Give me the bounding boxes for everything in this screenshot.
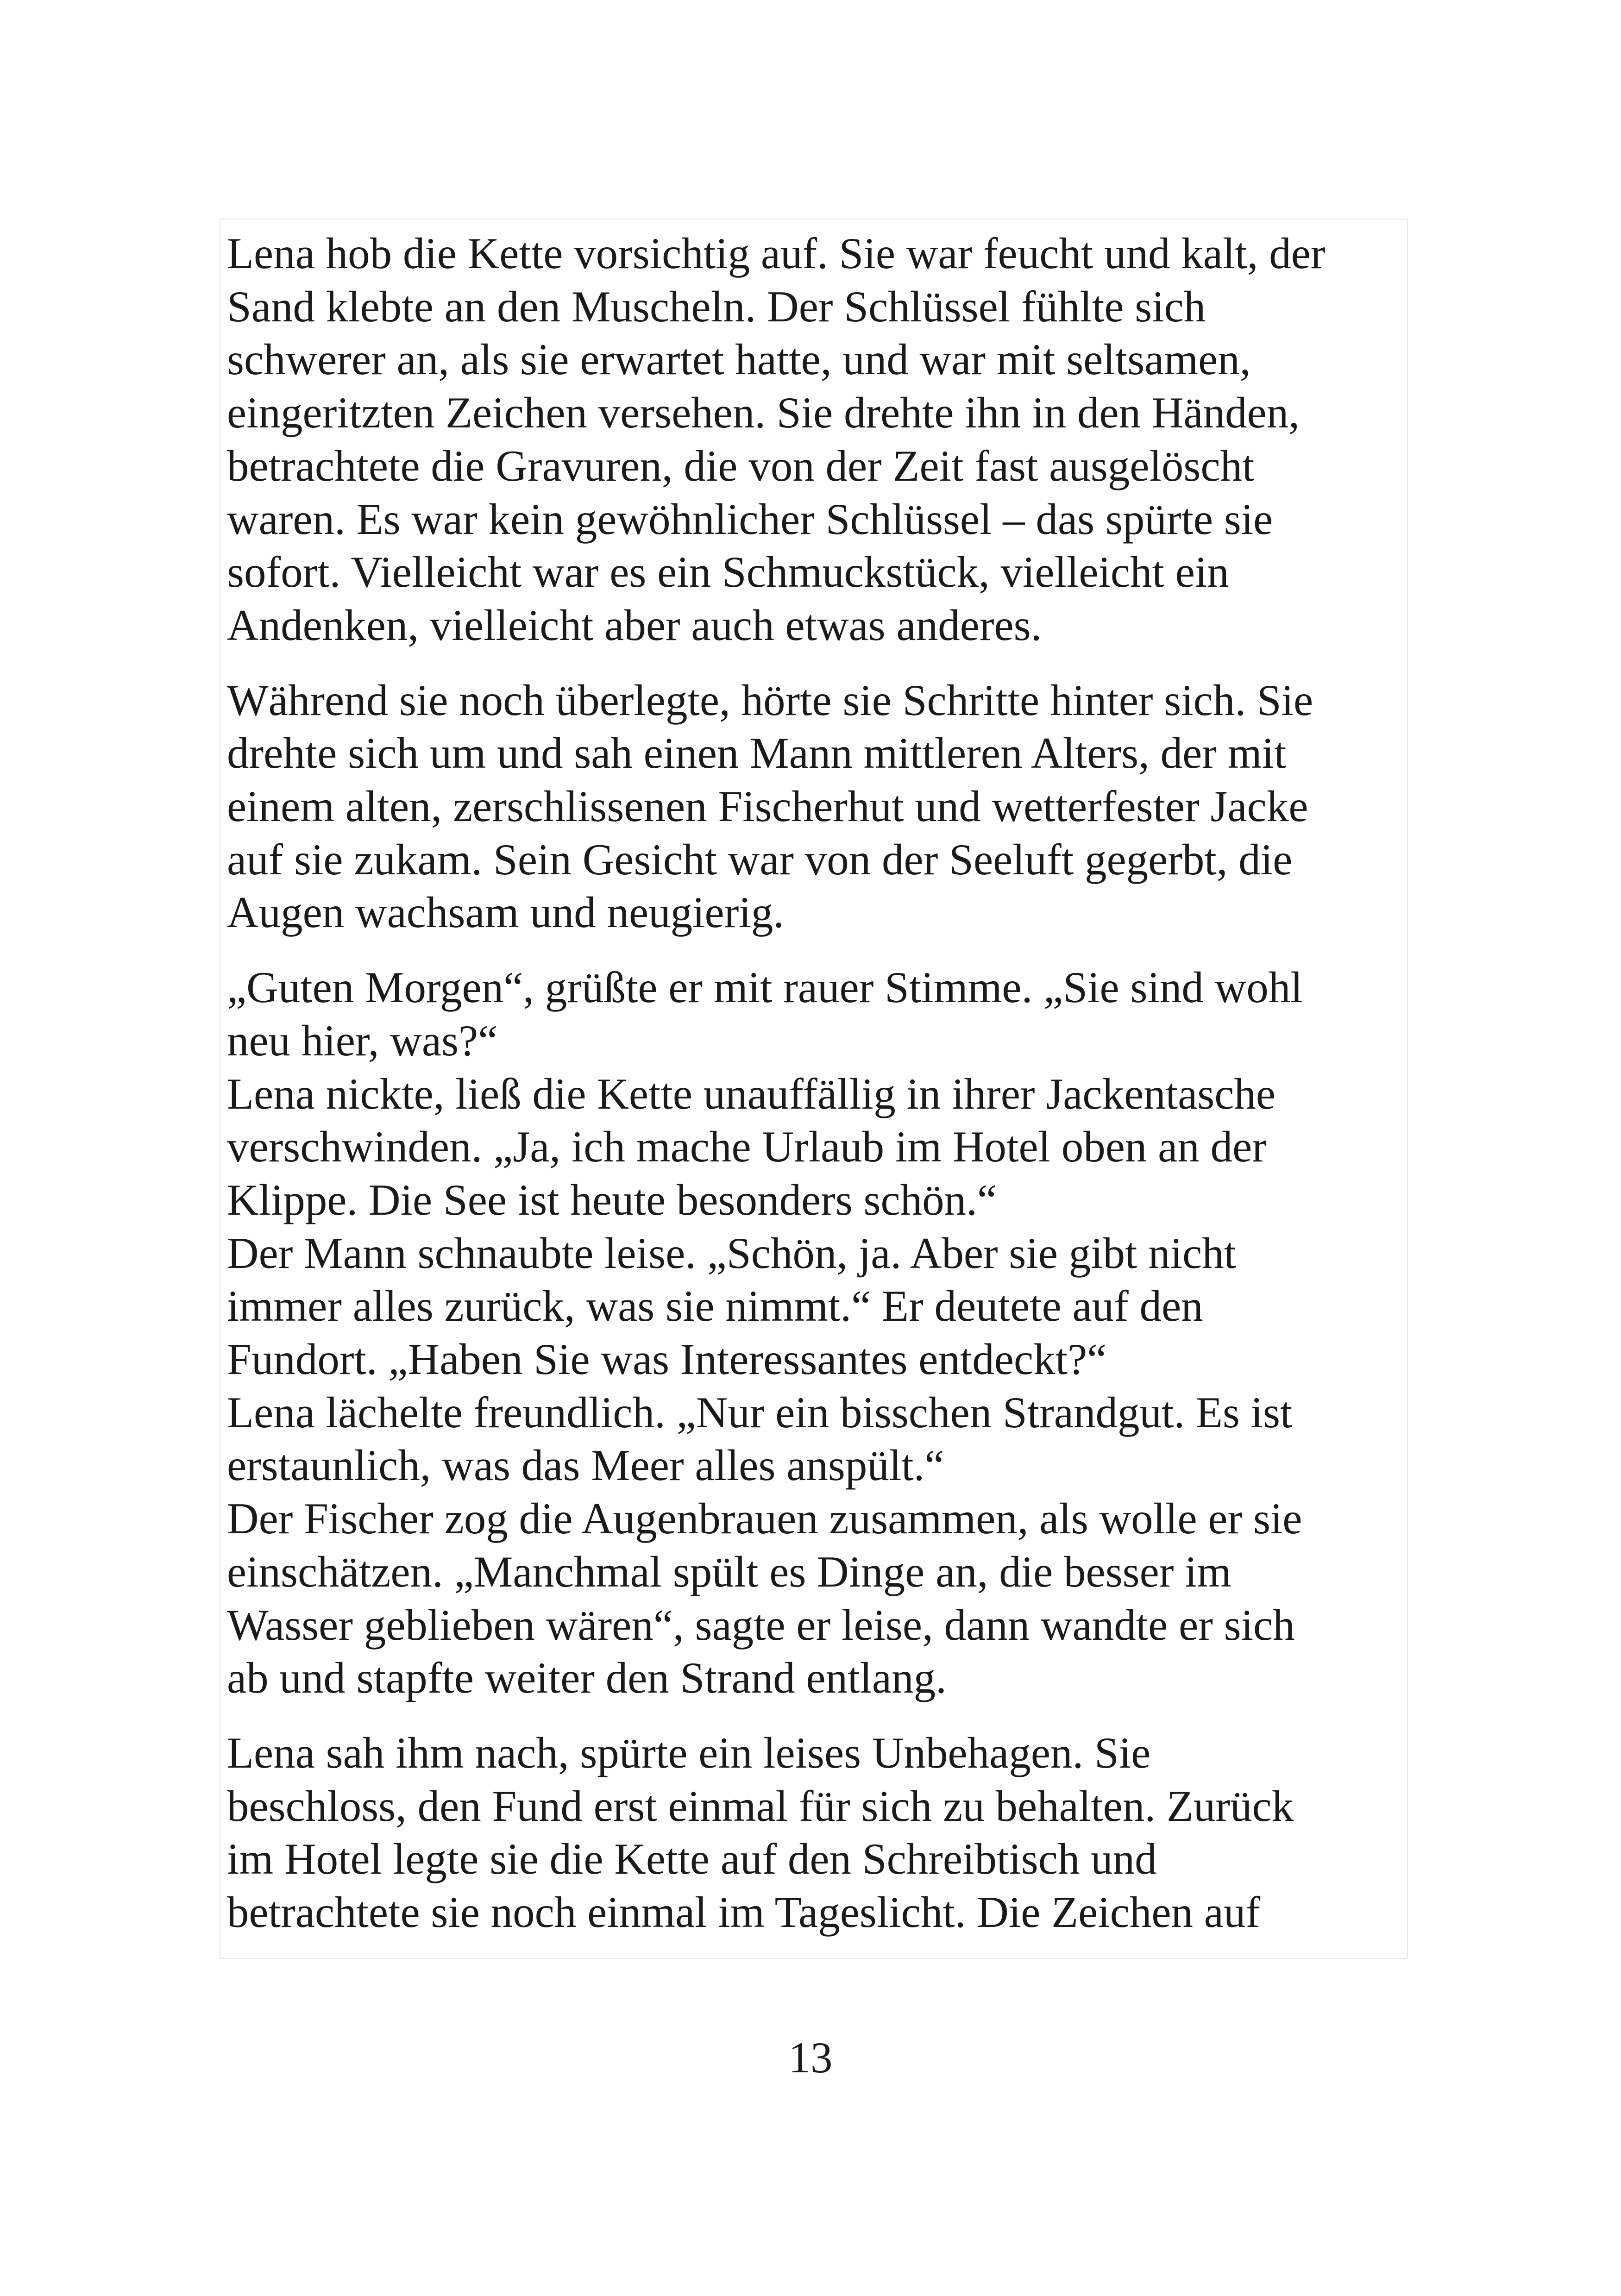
text-line: ab und stapfte weiter den Strand entlang. <box>227 1653 947 1703</box>
text-line: waren. Es war kein gewöhnlicher Schlüssel – das spürte sie <box>227 494 1273 544</box>
text-line: auf sie zukam. Sein Gesicht war von der Seeluft gegerbt, die <box>227 834 1293 884</box>
text-line: Der Mann schnaubte leise. „Schön, ja. Aber sie gibt nicht <box>227 1228 1237 1278</box>
paragraph <box>227 674 1408 940</box>
text-line: „Guten Morgen“, grüßte er mit rauer Stimme. „Sie sind wohl <box>227 963 1303 1012</box>
paragraph-gap <box>227 939 1408 961</box>
text-line: schwerer an, als sie erwartet hatte, und war mit seltsamen, <box>227 335 1251 384</box>
text-line: neu hier, was?“ <box>227 1016 498 1065</box>
text-column <box>227 227 1408 1939</box>
text-line: immer alles zurück, was sie nimmt.“ Er deutete auf den <box>227 1281 1203 1331</box>
text-line: sofort. Vielleicht war es ein Schmuckstück, vielleicht ein <box>227 547 1229 597</box>
text-line: Lena hob die Kette vorsichtig auf. Sie war feucht und kalt, der <box>227 229 1326 278</box>
paragraph <box>227 961 1408 1705</box>
text-line: eingeritzten Zeichen versehen. Sie drehte ihn in den Händen, <box>227 388 1300 438</box>
text-line: Lena nickte, ließ die Kette unauffällig in ihrer Jackentasche <box>227 1069 1276 1118</box>
text-line: einschätzen. „Manchmal spült es Dinge an, die besser im <box>227 1547 1231 1596</box>
paragraph <box>227 227 1408 652</box>
text-line: Augen wachsam und neugierig. <box>227 888 784 937</box>
text-line: Lena sah ihm nach, spürte ein leises Unbehagen. Sie <box>227 1728 1151 1777</box>
text-line: einem alten, zerschlissenen Fischerhut und wetterfester Jacke <box>227 782 1308 831</box>
text-line: Der Fischer zog die Augenbrauen zusammen, als wolle er sie <box>227 1494 1302 1543</box>
paragraph-gap <box>227 1705 1408 1726</box>
text-line: Wasser geblieben wären“, sagte er leise, dann wandte er sich <box>227 1600 1295 1650</box>
text-line: Fundort. „Haben Sie was Interessantes entdeckt?“ <box>227 1335 1107 1384</box>
paragraph-gap <box>227 652 1408 674</box>
text-line: betrachtete die Gravuren, die von der Zeit fast ausgelöscht <box>227 441 1255 490</box>
text-line: beschloss, den Fund erst einmal für sich zu behalten. Zurück <box>227 1781 1294 1831</box>
page-number: 13 <box>788 2033 833 2082</box>
text-line: betrachtete sie noch einmal im Tageslicht. Die Zeichen auf <box>227 1888 1261 1937</box>
text-line: erstaunlich, was das Meer alles anspült.“ <box>227 1441 944 1490</box>
text-line: Andenken, vielleicht aber auch etwas anderes. <box>227 600 1042 650</box>
text-line: Sand klebte an den Muscheln. Der Schlüssel fühlte sich <box>227 282 1206 331</box>
text-line: Während sie noch überlegte, hörte sie Schritte hinter sich. Sie <box>227 675 1313 725</box>
text-line: drehte sich um und sah einen Mann mittleren Alters, der mit <box>227 728 1287 778</box>
text-line: Klippe. Die See ist heute besonders schön.“ <box>227 1175 997 1224</box>
text-line: im Hotel legte sie die Kette auf den Schreibtisch und <box>227 1834 1157 1884</box>
text-line: verschwinden. „Ja, ich mache Urlaub im Hotel oben an der <box>227 1122 1267 1172</box>
text-line: Lena lächelte freundlich. „Nur ein bisschen Strandgut. Es ist <box>227 1387 1293 1437</box>
paragraph <box>227 1726 1408 1939</box>
